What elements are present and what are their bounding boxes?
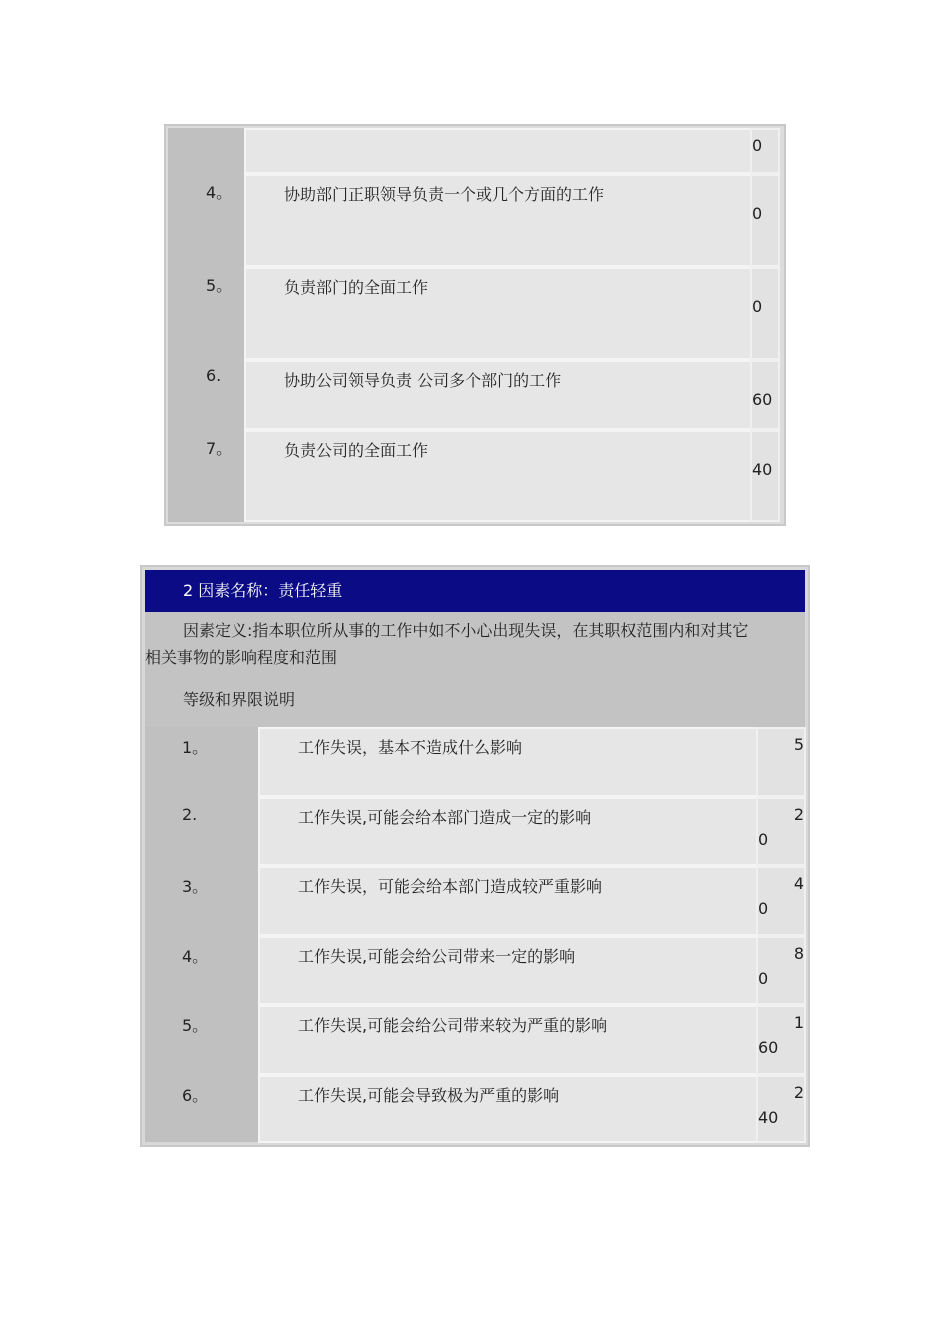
row-score-cell — [750, 430, 780, 522]
row-description-cell — [258, 866, 758, 936]
row-score-top: 5 — [793, 735, 804, 754]
row-number: 1。 — [182, 738, 209, 757]
row-score-cell — [750, 360, 780, 430]
table-row — [166, 360, 784, 430]
row-score: 40 — [752, 460, 773, 479]
row-description-cell — [258, 1005, 758, 1075]
row-description-cell — [244, 128, 752, 174]
row-score-bottom: 0 — [758, 969, 769, 988]
row-score-bottom: 0 — [758, 830, 769, 849]
row-score-bottom: 0 — [758, 899, 769, 918]
row-description-cell — [258, 727, 758, 797]
row-description: 协助公司领导负责 公司多个部门的工作 — [284, 371, 562, 390]
row-score-bottom: 40 — [758, 1108, 779, 1127]
responsibility-factor-table — [140, 565, 810, 1147]
row-description-cell — [258, 797, 758, 866]
row-description: 工作失误,可能会给公司带来较为严重的影响 — [298, 1016, 608, 1035]
table-row — [166, 267, 784, 360]
row-description-cell — [244, 174, 752, 267]
table-row — [142, 727, 808, 797]
row-score-cell — [750, 267, 780, 360]
row-score: 60 — [752, 390, 773, 409]
row-description: 负责部门的全面工作 — [284, 278, 429, 297]
table-row — [142, 797, 808, 866]
row-number: 4。 — [206, 183, 233, 202]
definition-line-2: 相关事物的影响程度和范围 — [145, 648, 338, 667]
row-score-cell — [756, 1075, 806, 1143]
row-score-top: 4 — [793, 874, 804, 893]
table-row — [166, 430, 784, 522]
row-description-cell — [258, 936, 758, 1005]
table-row — [166, 128, 784, 174]
row-score-cell — [756, 866, 806, 936]
row-score-cell — [750, 128, 780, 174]
row-description: 工作失误，基本不造成什么影响 — [298, 738, 523, 757]
definition-line-1: 因素定义:指本职位所从事的工作中如不小心出现失误，在其职权范围内和对其它 — [183, 621, 749, 640]
row-score-bottom: 60 — [758, 1038, 779, 1057]
row-score-top: 2 — [793, 1083, 804, 1102]
factor-title: 2 因素名称：责任轻重 — [183, 581, 343, 600]
row-score-cell — [756, 1005, 806, 1075]
row-score-cell — [750, 174, 780, 267]
row-description-cell — [258, 1075, 758, 1143]
job-level-table — [164, 124, 786, 526]
row-score: 0 — [752, 136, 763, 155]
row-description-cell — [244, 430, 752, 522]
row-score-cell — [756, 797, 806, 866]
row-score-top: 2 — [793, 805, 804, 824]
row-description: 工作失误,可能会导致极为严重的影响 — [298, 1086, 560, 1105]
table-row — [142, 936, 808, 1005]
table-row — [142, 1005, 808, 1075]
row-description: 协助部门正职领导负责一个或几个方面的工作 — [284, 185, 605, 204]
row-description-cell — [244, 267, 752, 360]
row-score-top: 8 — [793, 944, 804, 963]
row-score-top: 1 — [793, 1013, 804, 1032]
row-number: 5。 — [182, 1016, 209, 1035]
factor-header — [145, 570, 805, 612]
row-description: 工作失误,可能会给本部门造成一定的影响 — [298, 808, 592, 827]
row-description-cell — [244, 360, 752, 430]
table-row — [142, 1075, 808, 1143]
row-description: 工作失误,可能会给公司带来一定的影响 — [298, 947, 576, 966]
row-score-cell — [756, 727, 806, 797]
row-number: 6。 — [182, 1086, 209, 1105]
row-description: 负责公司的全面工作 — [284, 441, 429, 460]
row-score: 0 — [752, 297, 763, 316]
row-number: 4。 — [182, 947, 209, 966]
row-score: 0 — [752, 204, 763, 223]
row-description: 工作失误，可能会给本部门造成较严重影响 — [298, 877, 603, 896]
levels-label: 等级和界限说明 — [183, 690, 296, 709]
row-number: 7。 — [206, 439, 233, 458]
row-number: 3。 — [182, 877, 209, 896]
row-score-cell — [756, 936, 806, 1005]
row-number: 5。 — [206, 276, 233, 295]
table-row — [142, 866, 808, 936]
factor-definition — [145, 612, 805, 727]
table-row — [166, 174, 784, 267]
row-number: 2. — [182, 805, 198, 824]
row-number: 6. — [206, 366, 222, 385]
